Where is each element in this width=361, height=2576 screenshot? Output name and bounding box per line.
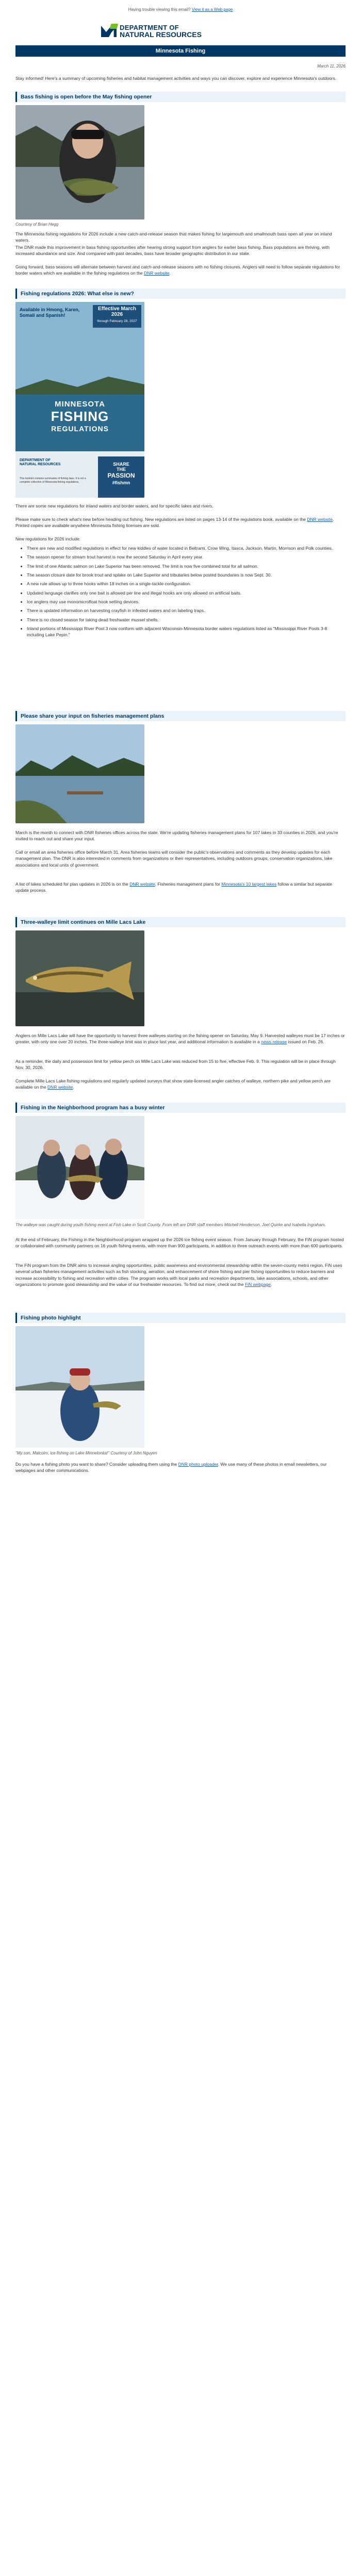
section-title-regulations: Fishing regulations 2026: What else is new?	[15, 289, 346, 299]
list-item: • There is no closed season for taking dead freshwater mussel shells.	[27, 617, 346, 623]
img-title-3: REGULATIONS	[51, 425, 109, 433]
s3-paragraph-1: March is the month to connect with DNR fisheries offices across the state. We're updating fisheries management plans for 107 lakes in 33 counties in 2026, and you're invited to reach out and share your input.	[15, 830, 338, 842]
img-logo-line2: NATURAL RESOURCES	[20, 463, 61, 467]
section-title-mille-lacs: Three-walleye limit continues on Mille Lacs Lake	[15, 917, 346, 927]
s1-p3-text: Going forward, bass seasons will alternate between harvest and catch-and-release seasons with no fishing closures. Anglers will need to follow separate regulations for border waters which are available in the fishing regulations on the	[15, 264, 340, 276]
s3-dnr-website-link[interactable]: DNR website	[129, 882, 155, 887]
issue-date: March 11, 2026	[317, 64, 346, 69]
logo-text	[120, 24, 202, 39]
regulations-list	[15, 545, 346, 640]
newsletter-banner: Minnesota Fishing	[15, 45, 346, 57]
img-languages: Available in Hmong, Karen, Somali and Spanish!	[20, 307, 80, 318]
list-item: • The season closure date for brook trout and splake on Lake Superior and tributaries below posted boundaries is now Sept. 30.	[27, 572, 346, 578]
s2-dnr-website-link[interactable]: DNR website	[307, 517, 333, 522]
img-title-block	[15, 400, 144, 433]
s5-p2-text: The FiN program from the DNR aims to increase angling opportunities, public awareness and environmental stewardship within the seven-county metro region. FiN uses several urban fisheries management activities such as fish stocking, aeration, and enhancement of shore fishing and pier fishing opportunities to reduce barriers and increase accessibility to fishing and recreation within cities. The program works with local parks and recreation departments, lake associations, schools, and other organizations to promote good stewardship and the value of our freshwater resources. To find out more, check out the	[15, 1263, 342, 1287]
largest-lakes-link[interactable]: Minnesota's 10 largest lakes	[221, 882, 277, 887]
s4-p1-text-end: issued on Feb. 26.	[287, 1039, 324, 1045]
fin-webpage-link[interactable]: FiN webpage	[244, 1281, 271, 1287]
logo-line2: NATURAL RESOURCES	[120, 30, 202, 39]
ice-photo-caption: "My son, Malcolm, ice fishing on Lake Minnetonka!" Courtesy of John Nguyen	[15, 1451, 157, 1455]
photo-uploader-link[interactable]: DNR photo uploader	[178, 1462, 218, 1467]
bass-photo-caption: Courtesy of Brian Hegg	[15, 222, 59, 227]
s2-p2-text: Please make sure to check what's new before heading out fishing. New regulations are listed on pages 13-14 of the regulations book, available on the	[15, 517, 307, 522]
section-title-management-plans: Please share your input on fisheries management plans	[15, 711, 346, 721]
s5-paragraph-2	[15, 1262, 346, 1287]
dnr-logo[interactable]	[101, 24, 202, 39]
intro-text: Stay informed! Here's a summary of upcoming fisheries and habitat management activities and ways you can discover, explore and experience Minnesota's outdoors.	[15, 76, 337, 81]
img-share-1: SHARE	[113, 462, 129, 467]
img-share-3: PASSION	[107, 471, 135, 479]
ice-fishing-photo	[15, 1326, 144, 1448]
bass-photo	[15, 105, 144, 219]
section-title-photo-highlight: Fishing photo highlight	[15, 1313, 346, 1323]
lake-photo	[15, 724, 144, 823]
s5-p2-text-end: .	[271, 1281, 272, 1287]
s4-p1-text: Anglers on Mille Lacs Lake will have the opportunity to harvest three walleyes starting on the fishing opener on Saturday, May 9. Harvested walleyes must be 17 inches or greater, with only one over 20 inches. The three-walleye limit was in place last year, and additional information is available in a	[15, 1033, 345, 1045]
s6-paragraph-1	[15, 1461, 346, 1474]
img-hashtag: #fishmn	[112, 480, 130, 486]
regulations-cover-image	[15, 302, 144, 498]
section-title-fin: Fishing in the Neighborhood program has a busy winter	[15, 1103, 346, 1113]
s4-paragraph-2: As a reminder, the daily and possession limit for yellow perch on Mille Lacs Lake was reduced from 15 to five, effective Feb. 9. This regulation will be in place through Nov. 30, 2026.	[15, 1059, 336, 1071]
s3-paragraph-2: Call or email an area fisheries office before March 31. Area fisheries teams will consider the public's observations and comments as they develop updates for each management plan. The DNR is also interested in comments from organizations or their representatives, including outdoors groups, conservation organizations, lake associations and local units of government.	[15, 850, 333, 868]
s2-paragraph-2	[15, 516, 346, 529]
img-share-block	[98, 462, 144, 486]
s4-p3-text: Complete Mille Lacs Lake fishing regulations and regularly updated surveys that show state-licensed angler catches of walleye, northern pike and yellow perch are available on the	[15, 1078, 331, 1090]
s2-p2-text-end: . Printed copies are available anywhere Minnesota fishing licenses are sold.	[15, 517, 334, 529]
s5-paragraph-1: At the end of February, the Fishing in the Neighborhood program wrapped up the 2026 ice fishing event season. From January through February, the FiN program hosted or collaborated with community partners on 16 youth fishing events, with more than 900 participants, in addition to three outreach events with more than 600 participants.	[15, 1237, 344, 1249]
img-logo-text	[20, 459, 60, 467]
s4-dnr-website-link[interactable]: DNR website	[47, 1084, 73, 1090]
list-item: • Inland portions of Mississippi River Pool 3 now conform with adjacent Wisconsin-Minnesota border waters regulations listed as "Mississippi River Pools 3-8 including Lake Pepin."	[27, 625, 346, 638]
s3-p3-text-end: follow a similar but separate update process.	[15, 882, 332, 893]
top-note	[0, 7, 361, 12]
list-item: • The limit of one Atlantic salmon on Lake Superior has been removed. The limit is now five combined total for all salmon.	[27, 563, 346, 569]
s1-paragraph-2: The DNR made this improvement in bass fishing opportunities after hearing strong support from anglers for earlier bass fishing. Bass populations are thriving, with increased abundance and size. And compared with past decades, bass have broader geographic distribution in our state.	[15, 245, 330, 257]
list-item: • Ice anglers may use monomicrofloat hook setting devices.	[27, 599, 346, 605]
list-item: • There are new and modified regulations in effect for new kiddles of water located in Beltrami, Crow Wing, Itasca, Jackson, Martin, Morrison and Polk counties.	[27, 545, 346, 551]
s2-paragraph-1: There are some new regulations for inland waters and border waters, and for specific lakes and rivers.	[15, 503, 214, 509]
img-effective: Effective March 2026	[98, 306, 136, 317]
web-view-link[interactable]: View it as a Web page	[191, 7, 233, 12]
top-note-text: Having trouble viewing this email?	[128, 7, 191, 12]
dnr-logo-icon	[101, 24, 117, 39]
img-small-print: This booklet contains summaries of fishing laws. It is not a complete collection of Minnesota fishing regulations.	[20, 477, 86, 484]
s3-p3-text: A list of lakes scheduled for plan updates in 2026 is on the	[15, 882, 130, 887]
img-logo-line1: DEPARTMENT OF	[20, 459, 51, 462]
list-item: • Updated language clarifies only one bait is allowed per line and illegal hooks are only allowed on artificial baits.	[27, 590, 346, 596]
fin-photo-caption: The walleye was caught during youth fishing event at Fish Lake in Scott County. From left are DNR staff members Mitchell Henderson, Joel Quirke and Isabella Ingraham.	[15, 1223, 326, 1227]
s1-paragraph-1: The Minnesota fishing regulations for 2026 include a new catch-and-release season that makes fishing for largemouth and smallmouth bass open all year on inland waters.	[15, 231, 332, 243]
list-item: • There is updated information on harvesting crayfish in infested waters and on labeling traps.	[27, 607, 346, 614]
list-item: • A new rule allows up to three hooks within 18 inches on a single-tackle configuration.	[27, 581, 346, 587]
s6-p1-text: Do you have a fishing photo you want to share? Consider uploading them using the	[15, 1462, 178, 1467]
walleye-photo	[15, 930, 144, 1026]
news-release-link[interactable]: news release	[261, 1039, 287, 1045]
img-title-1: MINNESOTA	[55, 400, 105, 409]
list-item: • The season opener for stream trout harvest is now the second Saturday in April every year.	[27, 554, 346, 560]
s2-paragraph-3: New regulations for 2026 include:	[15, 536, 81, 541]
logo-line1: DEPARTMENT OF	[120, 23, 179, 31]
img-share-2: THE	[117, 467, 126, 472]
s6-p1-text-end: . We use many of these photos in email newsletters, our webpages and other communications.	[15, 1462, 327, 1473]
section-title-bass: Bass fishing is open before the May fishing opener	[15, 92, 346, 102]
fin-event-photo	[15, 1116, 144, 1219]
s1-paragraph-3: Going forward, bass seasons will alternate between harvest and catch-and-release seasons with no fishing closures. Anglers will need to follow separate regulations for border waters which are available in the fishing regulations on the DNR website.	[15, 264, 340, 276]
img-effective-sub: through February 28, 2027	[97, 319, 137, 323]
s4-paragraph-1	[15, 1032, 346, 1045]
s4-paragraph-3	[15, 1078, 346, 1091]
s3-p3-text-mid: . Fisheries management plans for	[155, 882, 222, 887]
img-title-2: FISHING	[51, 409, 109, 424]
s4-p3-text-end: .	[73, 1084, 74, 1090]
s3-paragraph-3	[15, 881, 346, 894]
s1-dnr-website-link[interactable]: DNR website	[144, 270, 170, 276]
